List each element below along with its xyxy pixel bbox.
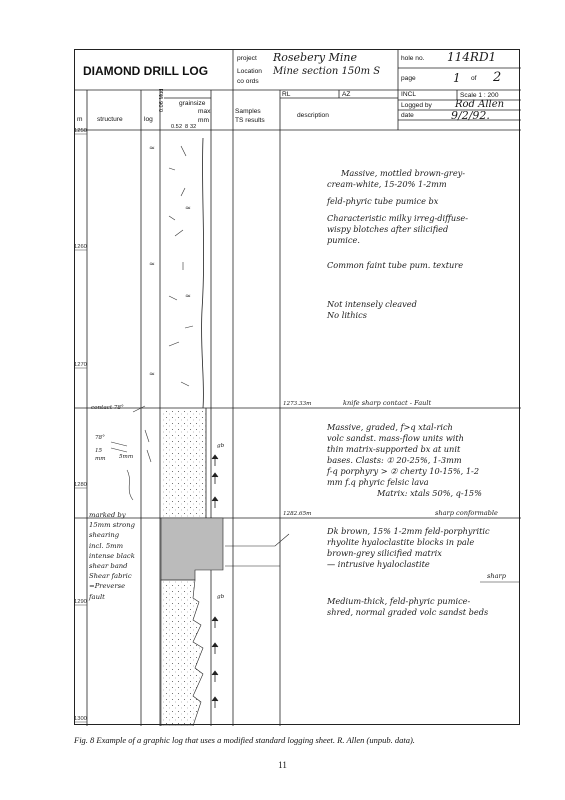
col-mud: 0.06 Mud xyxy=(159,88,165,112)
structure-15: 15 xyxy=(95,448,103,454)
depth-1280: 1280 xyxy=(74,482,87,488)
unit4-description: Medium-thick, feld-phyric pumice- shred, normal graded volc sandst beds xyxy=(327,596,489,617)
scale-label: Scale 1 : 200 xyxy=(460,92,499,99)
location-label: Location xyxy=(237,68,262,75)
coords-label: co ords xyxy=(237,78,259,85)
page-number: 11 xyxy=(278,760,287,770)
figure-caption: Fig. 8 Example of a graphic log that uses a modified standard logging sheet. R. Allen (unpub. data). xyxy=(74,735,415,745)
hole-value: 114RD1 xyxy=(447,50,497,64)
contact-2-text: sharp conformable xyxy=(435,509,498,517)
log-title: DIAMOND DRILL LOG xyxy=(83,64,209,78)
svg-text:≈: ≈ xyxy=(149,370,155,378)
sample-gb-2: gb xyxy=(217,594,225,600)
col-g4: 32 xyxy=(190,124,197,130)
depth-1260: 1260 xyxy=(74,244,87,250)
date-label: date xyxy=(401,112,414,119)
depth-1250: 1250 xyxy=(74,128,87,134)
structure-note-block: marked by 15mm strong shearing incl. 5mm intense black shear band Shear fabric =Preverse fault xyxy=(89,511,135,601)
col-g2: 2 xyxy=(179,124,183,130)
project-value: Rosebery Mine xyxy=(273,51,357,64)
svg-text:≈: ≈ xyxy=(149,260,155,268)
col-samples: Samples xyxy=(235,108,261,115)
col-log: log xyxy=(144,116,153,123)
contact-angle: contact 78° xyxy=(91,405,124,411)
col-g1: 0.5 xyxy=(171,124,179,130)
depth-1270: 1270 xyxy=(74,362,87,368)
col-grainsize: grainsize xyxy=(179,100,206,107)
page-total: 2 xyxy=(493,70,502,85)
location-value: Mine section 150m S xyxy=(273,66,381,77)
col-description: description xyxy=(297,112,329,119)
col-ts: TS results xyxy=(235,117,265,124)
page-label: page xyxy=(401,75,416,82)
hole-label: hole no. xyxy=(401,55,425,62)
sheet-grid xyxy=(75,50,521,726)
depth-1290: 1290 xyxy=(74,599,87,605)
contact-1-depth: 1273.33m xyxy=(283,401,312,407)
depth-1300: 1300 xyxy=(74,716,87,722)
svg-text:≈: ≈ xyxy=(185,292,191,300)
page-of: of xyxy=(471,75,477,82)
col-mm: mm xyxy=(198,117,209,124)
incl-label: INCL xyxy=(401,91,417,98)
unit1-description: Massive, mottled brown-grey- cream-white, 15-20% 1-2mm feld-phyric tube pumice bx Characteristic milky irreg-diffuse- wispy blotches after silicified pumice. Common faint tube pum. texture Not intensely cleaved No lithics xyxy=(327,168,469,320)
contact-1-text: knife sharp contact - Fault xyxy=(343,399,432,407)
contact-2-depth: 1282.65m xyxy=(283,511,312,517)
page-value: 1 xyxy=(453,71,461,85)
unit3-end-contact: sharp xyxy=(487,572,506,580)
rl-label: RL xyxy=(282,91,291,98)
structure-5mm: 5mm xyxy=(119,454,134,460)
logged-label: Logged by xyxy=(401,102,432,109)
structure-78: 78° xyxy=(95,435,105,441)
date-value: 9/2/92. xyxy=(451,109,490,122)
sample-gb-1: gb xyxy=(217,443,225,449)
col-max: max xyxy=(198,108,211,115)
unit2-description: Massive, graded, f>q xtal-rich volc sandst. mass-flow units with thin matrix-supported bx at unit bases. Clasts: ① 20-25%, 1-3mm f-q porphyry > ② cherty 10-15%, 1-2 mm f.q phyric felsic lava Matrix: xtals 50%, q-15% xyxy=(327,422,482,498)
project-label: project xyxy=(237,55,257,62)
col-structure: structure xyxy=(97,116,123,123)
unit3-description: Dk brown, 15% 1-2mm feld-porphyritic rhyolite hyaloclastite blocks in pale brown-grey silicified matrix — intrusive hyaloclastite xyxy=(327,526,490,569)
svg-text:≈: ≈ xyxy=(185,204,191,212)
col-m: m xyxy=(77,116,83,123)
drill-log-sheet xyxy=(74,49,520,725)
az-label: AZ xyxy=(342,91,351,98)
col-g3: 8 xyxy=(185,124,189,130)
structure-mm: mm xyxy=(95,456,106,462)
logged-value: Rod Allen xyxy=(455,99,505,110)
svg-text:≈: ≈ xyxy=(149,144,155,152)
